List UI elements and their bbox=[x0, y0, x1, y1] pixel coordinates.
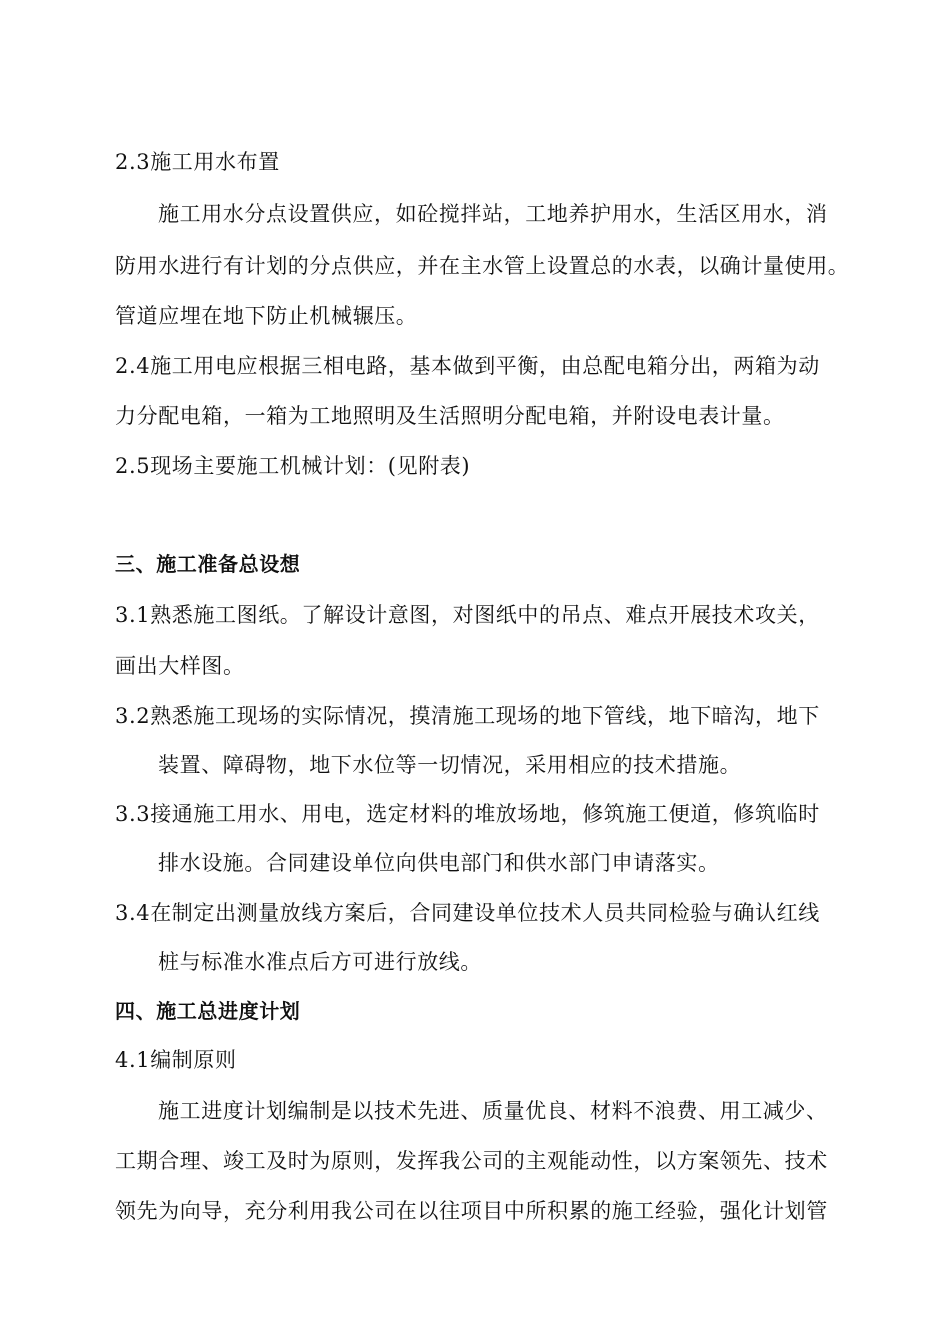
section-2-3-body-line-3: 管道应埋在地下防止机械辗压。 bbox=[115, 304, 418, 328]
item-3-1-line-2: 画出大样图。 bbox=[115, 654, 245, 678]
section-4-heading: 四、施工总进度计划 bbox=[115, 999, 301, 1023]
section-4-1-title: 4.1编制原则 bbox=[115, 1048, 237, 1072]
section-2-5-line: 2.5现场主要施工机械计划：(见附表) bbox=[115, 454, 471, 478]
section-4-1-body-line-3: 领先为向导，充分利用我公司在以往项目中所积累的施工经验，强化计划管 bbox=[115, 1199, 828, 1223]
item-3-4-line-2: 桩与标准水准点后方可进行放线。 bbox=[158, 950, 482, 974]
section-2-3-body-line-1: 施工用水分点设置供应，如砼搅拌站，工地养护用水，生活区用水，消 bbox=[158, 202, 828, 226]
item-3-1-line-1: 3.1熟悉施工图纸。了解设计意图，对图纸中的吊点、难点开展技术攻关， bbox=[115, 603, 820, 627]
section-2-3-title: 2.3施工用水布置 bbox=[115, 150, 280, 174]
item-3-3-line-2: 排水设施。合同建设单位向供电部门和供水部门申请落实。 bbox=[158, 851, 720, 875]
section-4-1-body-line-1: 施工进度计划编制是以技术先进、质量优良、材料不浪费、用工减少、 bbox=[158, 1099, 828, 1123]
section-4-1-body-line-2: 工期合理、竣工及时为原则，发挥我公司的主观能动性，以方案领先、技术 bbox=[115, 1149, 828, 1173]
item-3-4-line-1: 3.4在制定出测量放线方案后，合同建设单位技术人员共同检验与确认红线 bbox=[115, 901, 820, 925]
section-2-3-body-line-2: 防用水进行有计划的分点供应，并在主水管上设置总的水表，以确计量使用。 bbox=[115, 254, 850, 278]
item-3-2-line-1: 3.2熟悉施工现场的实际情况，摸清施工现场的地下管线，地下暗沟，地下 bbox=[115, 704, 820, 728]
section-3-heading: 三、施工准备总设想 bbox=[115, 552, 301, 576]
item-3-3-line-1: 3.3接通施工用水、用电，选定材料的堆放场地，修筑施工便道，修筑临时 bbox=[115, 802, 820, 826]
section-2-4-line-1: 2.4施工用电应根据三相电路，基本做到平衡，由总配电箱分出，两箱为动 bbox=[115, 354, 820, 378]
section-2-4-line-2: 力分配电箱，一箱为工地照明及生活照明分配电箱，并附设电表计量。 bbox=[115, 404, 785, 428]
item-3-2-line-2: 装置、障碍物，地下水位等一切情况，采用相应的技术措施。 bbox=[158, 753, 742, 777]
